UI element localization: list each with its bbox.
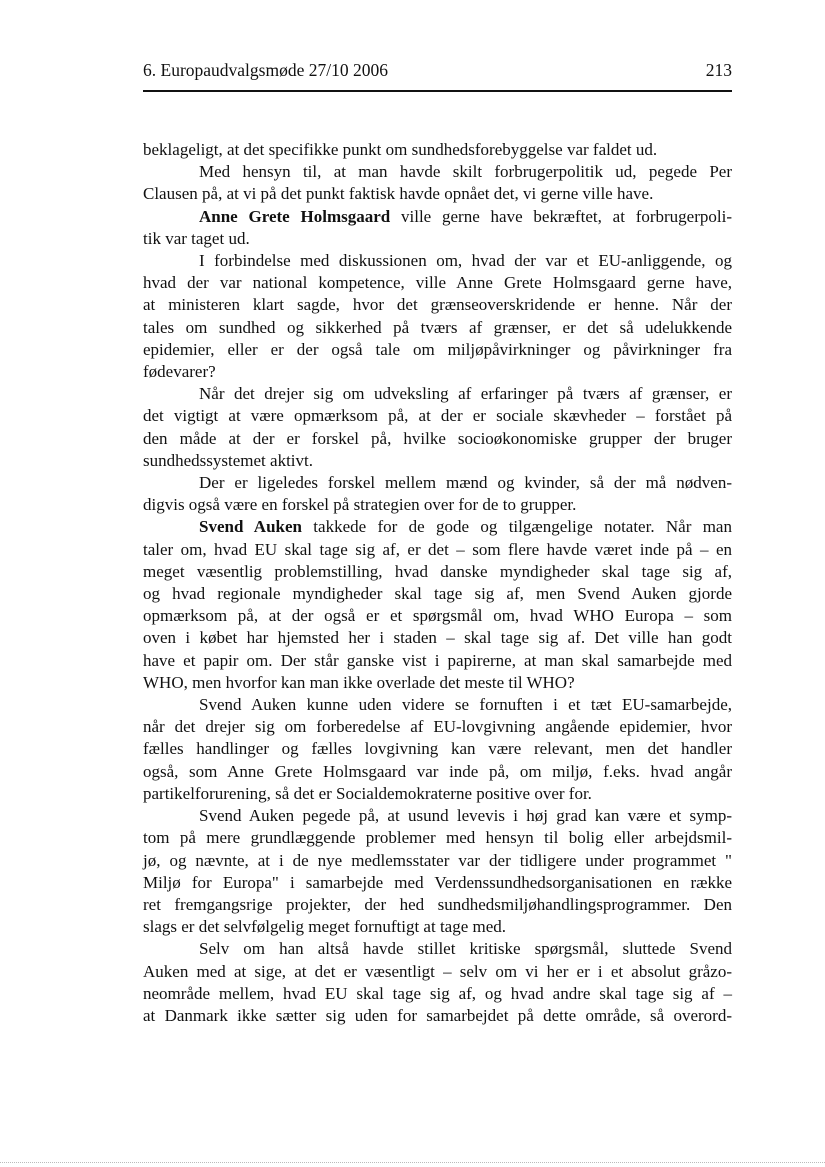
line-text: det vigtigt at være opmærksom på, at der er sociale skævheder – forstået på xyxy=(143,406,732,426)
text-line xyxy=(143,383,732,405)
text-line xyxy=(143,961,732,983)
speaker-name: Svend Auken xyxy=(199,517,302,537)
text-line xyxy=(143,561,732,583)
text-line xyxy=(143,805,732,827)
line-text: have et papir om. Der står ganske vist i papirerne, at man skal samarbejde med xyxy=(143,650,732,670)
line-text: at Danmark ikke sætter sig uden for samarbejdet på dette område, så overord- xyxy=(143,1005,732,1025)
text-line xyxy=(143,228,732,250)
scan-edge-line xyxy=(0,1162,825,1163)
line-text: Selv om han altså havde stillet kritiske spørgsmål, sluttede Svend xyxy=(199,939,732,959)
text-line xyxy=(143,294,732,316)
text-line xyxy=(143,472,732,494)
line-text: sundhedssystemet aktivt. xyxy=(143,450,313,470)
text-line xyxy=(143,339,732,361)
line-text: Svend Auken kunne uden videre se fornuften i et tæt EU-samarbejde, xyxy=(199,695,732,715)
line-text: tom på mere grundlæggende problemer med hensyn til bolig eller arbejdsmil- xyxy=(143,828,732,848)
text-line xyxy=(143,516,732,538)
text-line xyxy=(143,827,732,849)
line-text: Med hensyn til, at man havde skilt forbrugerpolitik ud, pegede Per xyxy=(199,162,732,182)
text-line xyxy=(143,583,732,605)
line-text: Clausen på, at vi på det punkt faktisk havde opnået det, vi gerne ville have. xyxy=(143,184,654,204)
text-line xyxy=(143,605,732,627)
line-text: meget væsentlig problemstilling, hvad danske myndigheder skal tage sig af, xyxy=(143,561,732,581)
text-line xyxy=(143,650,732,672)
page-header xyxy=(143,60,732,92)
text-line xyxy=(143,183,732,205)
text-line xyxy=(143,405,732,427)
line-text: opmærksom på, at der også er et spørgsmål om, hvad WHO Europa – som xyxy=(143,606,732,626)
text-line xyxy=(143,250,732,272)
text-line xyxy=(143,672,732,694)
line-text: når det drejer sig om forberedelse af EU-lovgivning angående epidemier, hvor xyxy=(143,717,732,737)
text-line xyxy=(143,1005,732,1027)
text-line xyxy=(143,428,732,450)
line-text: tales om sundhed og sikkerhed på tværs af grænser, er det så udelukkende xyxy=(143,317,732,337)
text-line xyxy=(143,916,732,938)
line-text: beklageligt, at det specifikke punkt om sundhedsforebyggelse var faldet ud. xyxy=(143,140,658,159)
line-text: Når det drejer sig om udveksling af erfaringer på tværs af grænser, er xyxy=(199,384,732,404)
line-text: tik var taget ud. xyxy=(143,228,250,248)
speaker-name: Anne Grete Holmsgaard xyxy=(199,206,391,226)
text-line xyxy=(143,983,732,1005)
line-text: også, som Anne Grete Holmsgaard var inde på, om miljø, f.eks. hvad angår xyxy=(143,761,732,781)
text-line xyxy=(143,894,732,916)
text-line xyxy=(143,783,732,805)
line-text: Auken med at sige, at det er væsentligt – selv om vi her er i et absolut gråzo- xyxy=(143,961,732,981)
line-text: oven i købet har hjemsted her i staden – skal tage sig af. Det ville han godt xyxy=(143,628,732,648)
line-text: ville gerne have bekræftet, at forbrugerpoli- xyxy=(390,206,732,226)
text-line xyxy=(143,161,732,183)
page-number: 213 xyxy=(705,60,732,80)
line-text: WHO, men hvorfor kan man ikke overlade det meste til WHO? xyxy=(143,672,575,692)
line-text: slags er det selvfølgelig meget fornuftigt at tage med. xyxy=(143,917,507,937)
document-body xyxy=(143,139,732,1027)
line-text: Der er ligeledes forskel mellem mænd og kvinder, så der må nødven- xyxy=(199,473,732,493)
line-text: ret fremgangsrige projekter, der hed sundhedsmiljøhandlingsprogrammer. Den xyxy=(143,894,732,914)
line-text: fødevarer? xyxy=(143,362,216,382)
line-text: taler om, hvad EU skal tage sig af, er det – som flere havde været inde på – en xyxy=(143,539,732,559)
text-line xyxy=(143,361,732,383)
text-line xyxy=(143,272,732,294)
text-line xyxy=(143,139,732,161)
text-line xyxy=(143,317,732,339)
line-text: epidemier, eller er der også tale om miljøpåvirkninger og påvirkninger fra xyxy=(143,339,732,359)
line-text: fælles handlinger og fælles lovgivning kan være relevant, men det handler xyxy=(143,739,732,759)
line-text: jø, og nævnte, at i de nye medlemsstater var der tidligere under programmet " xyxy=(143,850,732,870)
line-text: Miljø for Europa" i samarbejde med Verdenssundhedsorganisationen en række xyxy=(143,872,732,892)
text-line xyxy=(143,716,732,738)
line-text: at ministeren klart sagde, hvor det grænseoverskridende er henne. Når der xyxy=(143,295,732,315)
text-line xyxy=(143,539,732,561)
text-line xyxy=(143,206,732,228)
line-text: digvis også være en forskel på strategien over for de to grupper. xyxy=(143,495,577,515)
text-line xyxy=(143,761,732,783)
header-title: 6. Europaudvalgsmøde 27/10 2006 xyxy=(143,60,388,80)
text-line xyxy=(143,850,732,872)
text-line xyxy=(143,494,732,516)
text-line xyxy=(143,938,732,960)
text-line xyxy=(143,450,732,472)
text-line xyxy=(143,627,732,649)
line-text: Svend Auken pegede på, at usund levevis i høj grad kan være et symp- xyxy=(199,806,732,826)
text-line xyxy=(143,694,732,716)
text-line xyxy=(143,738,732,760)
line-text: takkede for de gode og tilgængelige notater. Når man xyxy=(301,517,732,537)
line-text: og hvad regionale myndigheder skal tage sig af, men Svend Auken gjorde xyxy=(143,584,732,604)
line-text: den måde at der er forskel på, hvilke socioøkonomiske grupper der bruger xyxy=(143,428,732,448)
text-line xyxy=(143,872,732,894)
line-text: neområde mellem, hvad EU skal tage sig af, og hvad andre skal tage sig af – xyxy=(143,983,732,1003)
line-text: I forbindelse med diskussionen om, hvad der var et EU-anliggende, og xyxy=(199,251,732,271)
line-text: hvad der var national kompetence, ville Anne Grete Holmsgaard gerne have, xyxy=(143,273,732,293)
line-text: partikelforurening, så det er Socialdemokraterne positive over for. xyxy=(143,783,592,803)
